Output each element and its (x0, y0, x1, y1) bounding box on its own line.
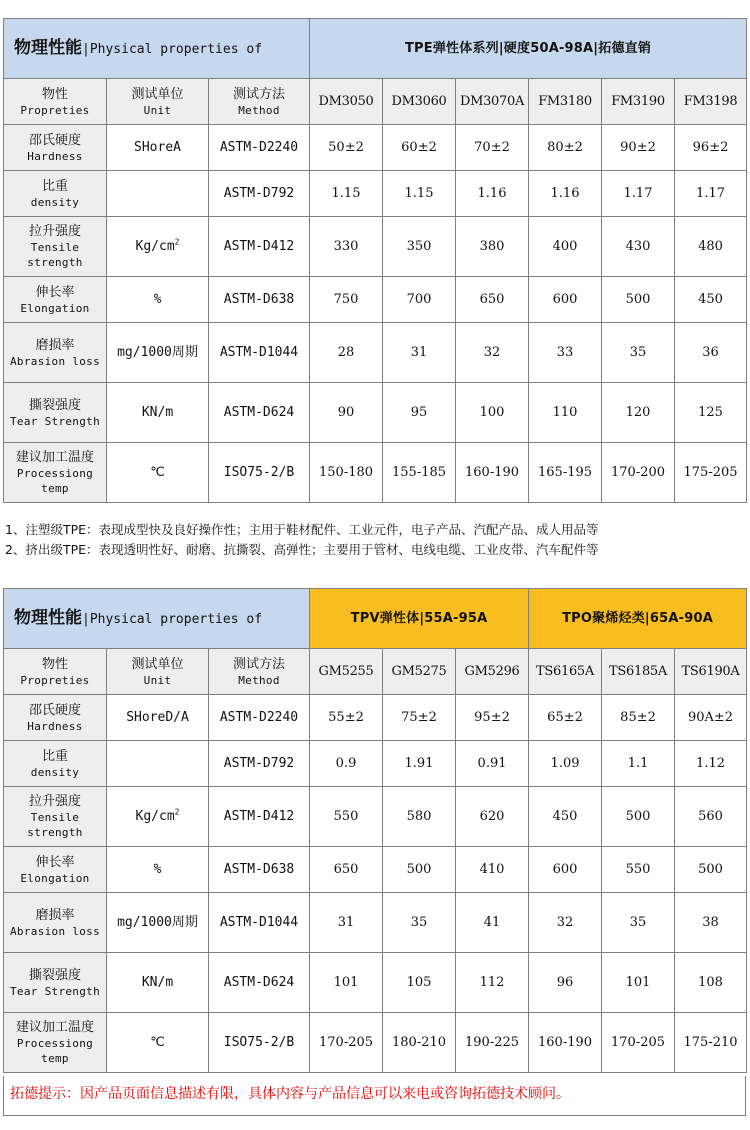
grade-header: DM3060 (383, 79, 456, 125)
method-cell: ISO75-2/B (209, 443, 310, 503)
value-cell: 1.17 (675, 171, 747, 217)
value-cell: 560 (675, 787, 747, 847)
value-cell: 0.9 (310, 741, 383, 787)
grade-header: TS6185A (602, 649, 675, 695)
value-cell: 410 (456, 847, 529, 893)
column-header-method: 测试方法 Method (209, 79, 310, 125)
table-row (4, 741, 747, 787)
method-cell: ASTM-D792 (209, 171, 310, 217)
value-cell: 35 (602, 323, 675, 383)
value-cell: 70±2 (456, 125, 529, 171)
value-cell: 101 (310, 953, 383, 1013)
series-title: TPE弹性体系列|硬度50A-98A|拓德直销 (310, 19, 747, 79)
value-cell: 1.17 (602, 171, 675, 217)
column-header-property: 物性 Propreties (4, 79, 107, 125)
column-header-row (4, 79, 747, 125)
value-cell: 60±2 (383, 125, 456, 171)
value-cell: 90 (310, 383, 383, 443)
value-cell: 650 (310, 847, 383, 893)
table-title-zh: 物理性能 (14, 37, 82, 58)
tpv-series-title: TPV弹性体|55A-95A (310, 589, 529, 649)
grade-header: DM3070A (456, 79, 529, 125)
value-cell: 101 (602, 953, 675, 1013)
value-cell: 65±2 (529, 695, 602, 741)
table-row (4, 323, 747, 383)
unit-cell: % (107, 847, 209, 893)
table-row (4, 953, 747, 1013)
method-cell: ASTM-D624 (209, 383, 310, 443)
method-cell: ASTM-D1044 (209, 893, 310, 953)
value-cell: 95 (383, 383, 456, 443)
value-cell: 80±2 (529, 125, 602, 171)
method-cell: ASTM-D792 (209, 741, 310, 787)
table-title-cell: 物理性能|Physical properties of (4, 589, 310, 649)
table-title-row (4, 589, 747, 649)
tpo-series-title: TPO聚烯烃类|65A-90A (529, 589, 747, 649)
value-cell: 32 (529, 893, 602, 953)
unit-cell: KN/m (107, 383, 209, 443)
value-cell: 1.15 (310, 171, 383, 217)
property-name: 建议加工温度 Processiong temp (4, 443, 107, 503)
column-header-unit: 测试单位 Unit (107, 79, 209, 125)
value-cell: 55±2 (310, 695, 383, 741)
unit-cell: SHoreA (107, 125, 209, 171)
property-name: 拉升强度 Tensile strength (4, 787, 107, 847)
value-cell: 1.09 (529, 741, 602, 787)
value-cell: 500 (602, 277, 675, 323)
usage-notes (3, 520, 746, 560)
table-row (4, 893, 747, 953)
property-name: 伸长率 Elongation (4, 847, 107, 893)
column-header-property: 物性 Propreties (4, 649, 107, 695)
table-row (4, 695, 747, 741)
value-cell: 650 (456, 277, 529, 323)
value-cell: 32 (456, 323, 529, 383)
value-cell: 35 (383, 893, 456, 953)
value-cell: 1.16 (456, 171, 529, 217)
table-title-cell: 物理性能|Physical properties of (4, 19, 310, 79)
value-cell: 90±2 (602, 125, 675, 171)
grade-header: GM5275 (383, 649, 456, 695)
value-cell: 1.12 (675, 741, 747, 787)
unit-cell: KN/m (107, 953, 209, 1013)
method-cell: ASTM-D1044 (209, 323, 310, 383)
column-header-unit: 测试单位 Unit (107, 649, 209, 695)
column-header-row (4, 649, 747, 695)
grade-header: TS6190A (675, 649, 747, 695)
value-cell: 35 (602, 893, 675, 953)
property-name: 比重 density (4, 741, 107, 787)
method-cell: ASTM-D624 (209, 953, 310, 1013)
grade-header: TS6165A (529, 649, 602, 695)
value-cell: 31 (310, 893, 383, 953)
value-cell: 175-205 (675, 443, 747, 503)
value-cell: 112 (456, 953, 529, 1013)
value-cell: 1.15 (383, 171, 456, 217)
property-name: 撕裂强度 Tear Strength (4, 383, 107, 443)
unit-cell: ℃ (107, 443, 209, 503)
table-row (4, 787, 747, 847)
value-cell: 150-180 (310, 443, 383, 503)
value-cell: 620 (456, 787, 529, 847)
table-row (4, 443, 747, 503)
value-cell: 75±2 (383, 695, 456, 741)
grade-header: DM3050 (310, 79, 383, 125)
property-name: 伸长率 Elongation (4, 277, 107, 323)
table-row (4, 125, 747, 171)
property-name: 磨损率 Abrasion loss (4, 893, 107, 953)
value-cell: 108 (675, 953, 747, 1013)
table-row (4, 171, 747, 217)
value-cell: 450 (529, 787, 602, 847)
value-cell: 1.1 (602, 741, 675, 787)
value-cell: 580 (383, 787, 456, 847)
value-cell: 90A±2 (675, 695, 747, 741)
unit-cell: % (107, 277, 209, 323)
value-cell: 430 (602, 217, 675, 277)
method-cell: ASTM-D2240 (209, 125, 310, 171)
property-name: 拉升强度 Tensile strength (4, 217, 107, 277)
grade-header: FM3180 (529, 79, 602, 125)
unit-cell: ℃ (107, 1013, 209, 1073)
unit-cell: $Kg/cm^2$ (107, 217, 209, 277)
unit-cell: SHoreD/A (107, 695, 209, 741)
grade-header: GM5296 (456, 649, 529, 695)
value-cell: 450 (675, 277, 747, 323)
property-name: 邵氏硬度 Hardness (4, 695, 107, 741)
note-line: 2、挤出级TPE：表现透明性好、耐磨、抗撕裂、高弹性；主要用于管材、电线电缆、工业皮带、汽车配件等 (5, 542, 599, 557)
value-cell: 500 (383, 847, 456, 893)
unit-cell (107, 741, 209, 787)
property-name: 磨损率 Abrasion loss (4, 323, 107, 383)
value-cell: 33 (529, 323, 602, 383)
value-cell: 180-210 (383, 1013, 456, 1073)
value-cell: 155-185 (383, 443, 456, 503)
value-cell: 160-190 (529, 1013, 602, 1073)
table-title-en: Physical properties of (89, 41, 263, 57)
value-cell: 600 (529, 277, 602, 323)
value-cell: 165-195 (529, 443, 602, 503)
method-cell: ASTM-D412 (209, 787, 310, 847)
value-cell: 36 (675, 323, 747, 383)
value-cell: 170-205 (602, 1013, 675, 1073)
table-row (4, 383, 747, 443)
value-cell: 170-200 (602, 443, 675, 503)
value-cell: 750 (310, 277, 383, 323)
tpe-properties-table (3, 18, 747, 503)
property-name: 邵氏硬度 Hardness (4, 125, 107, 171)
table-title-row (4, 19, 747, 79)
value-cell: 0.91 (456, 741, 529, 787)
value-cell: 125 (675, 383, 747, 443)
method-cell: ASTM-D412 (209, 217, 310, 277)
property-name: 建议加工温度 Processiong temp (4, 1013, 107, 1073)
value-cell: 96±2 (675, 125, 747, 171)
value-cell: 330 (310, 217, 383, 277)
grade-header: GM5255 (310, 649, 383, 695)
value-cell: 600 (529, 847, 602, 893)
grade-header: FM3198 (675, 79, 747, 125)
value-cell: 175-210 (675, 1013, 747, 1073)
unit-cell: $Kg/cm^2$ (107, 787, 209, 847)
table-row (4, 277, 747, 323)
method-cell: ASTM-D638 (209, 847, 310, 893)
table-row (4, 847, 747, 893)
note-line: 1、注塑级TPE：表现成型快及良好操作性；主用于鞋材配件、工业元件，电子产品、汽配产品、成人用品等 (5, 522, 599, 537)
footer-advisory-note: 拓德提示：因产品页面信息描述有限，具体内容与产品信息可以来电或咨询拓德技术顾问。 (3, 1076, 746, 1116)
column-header-method: 测试方法 Method (209, 649, 310, 695)
value-cell: 500 (602, 787, 675, 847)
value-cell: 105 (383, 953, 456, 1013)
table-row (4, 1013, 747, 1073)
value-cell: 1.16 (529, 171, 602, 217)
grade-header: FM3190 (602, 79, 675, 125)
table-row (4, 217, 747, 277)
value-cell: 480 (675, 217, 747, 277)
method-cell: ASTM-D638 (209, 277, 310, 323)
property-name: 撕裂强度 Tear Strength (4, 953, 107, 1013)
value-cell: 95±2 (456, 695, 529, 741)
table-title-en: Physical properties of (89, 611, 263, 627)
value-cell: 1.91 (383, 741, 456, 787)
value-cell: 550 (602, 847, 675, 893)
value-cell: 38 (675, 893, 747, 953)
value-cell: 500 (675, 847, 747, 893)
value-cell: 350 (383, 217, 456, 277)
value-cell: 160-190 (456, 443, 529, 503)
value-cell: 700 (383, 277, 456, 323)
value-cell: 190-225 (456, 1013, 529, 1073)
unit-cell: mg/1000周期 (107, 323, 209, 383)
property-name: 比重 density (4, 171, 107, 217)
method-cell: ISO75-2/B (209, 1013, 310, 1073)
method-cell: ASTM-D2240 (209, 695, 310, 741)
value-cell: 550 (310, 787, 383, 847)
value-cell: 380 (456, 217, 529, 277)
tpv-tpo-properties-table (3, 588, 747, 1073)
value-cell: 28 (310, 323, 383, 383)
value-cell: 110 (529, 383, 602, 443)
value-cell: 100 (456, 383, 529, 443)
value-cell: 31 (383, 323, 456, 383)
value-cell: 41 (456, 893, 529, 953)
value-cell: 120 (602, 383, 675, 443)
value-cell: 50±2 (310, 125, 383, 171)
value-cell: 170-205 (310, 1013, 383, 1073)
value-cell: 400 (529, 217, 602, 277)
value-cell: 85±2 (602, 695, 675, 741)
table-title-zh: 物理性能 (14, 607, 82, 628)
value-cell: 96 (529, 953, 602, 1013)
unit-cell (107, 171, 209, 217)
unit-cell: mg/1000周期 (107, 893, 209, 953)
